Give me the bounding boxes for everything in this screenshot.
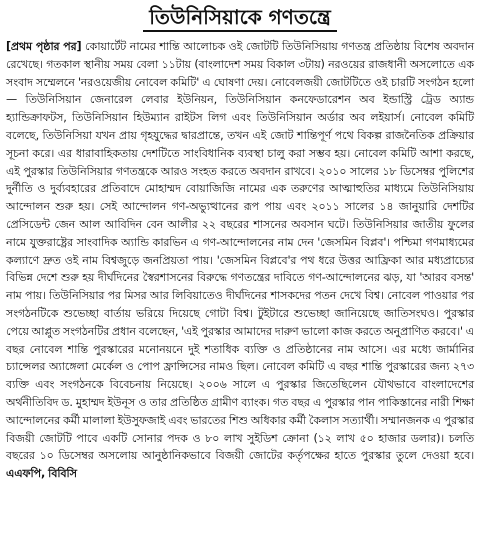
headline: তিউনিসিয়াকে গণতন্ত্রে (143, 4, 337, 32)
source-credit: এএফপি, বিবিসি (6, 467, 77, 481)
article-body (6, 38, 474, 483)
paragraph-text: কোয়ার্টেট নামের শান্তি আলোচক ওই জোটটি তিউনিসিয়ায় গণতন্ত্র প্রতিষ্ঠায় বিশেষ অবদান রেখেছে। গতকাল স্থানীয় সময় বেলা ১১টায় (বাংলাদেশ সময় বিকাল ৩টায়) নরওয়ের রাজধানী অসলোতে এক সংবাদ সম্মেলনে 'নরওয়েজীয় নোবেল কমিটি' এ ঘোষণা দেয়। নোবেলজয়ী জোটটিতে ওই চারটি সংগঠন হলো— তিউনিসিয়ান জেনারেল লেবার ইউনিয়ন, তিউনিসিয়ান কনফেডারেশন অব ইন্ডাস্ট্রি ট্রেড অ্যান্ড হ্যান্ডিক্রাফটস, তিউনিসিয়ান হিউম্যান রাইটস লিগ এবং তিউনিসিয়ান অর্ডার অব লইয়ার্স। নোবেল কমিটি বলেছে, তিউনিসিয়া যখন প্রায় গৃহযুদ্ধের দ্বারপ্রান্তে, তখন এই জোট শান্তিপূর্ণ পথে বিকল্প রাজনৈতিক প্রক্রিয়ার সূচনা করে। এর ধারাবাহিকতায় দেশটিতে সাংবিধানিক ব্যবস্থা চালু করা সম্ভব হয়। নোবেল কমিটি আশা করছে, এই পুরস্কার তিউনিসিয়ার গণতন্ত্রকে আরও সংহত করতে অবদান রাখবে। ২০১০ সালের ১৮ ডিসেম্বর পুলিশের দুর্নীতি ও দুর্ব্যবহারের প্রতিবাদে মোহাম্মদ বোয়াজিজি নামের এক তরুণের আত্মাহুতির মাধ্যমে তিউনিসিয়ায় আন্দোলন শুরু হয়। সেই আন্দোলন গণ-অভ্যুত্থানের রূপ পায় এবং ২০১১ সালের ১৪ জানুয়ারি দেশটির প্রেসিডেন্ট জেন আল আবিদিন বেন আলীর ২২ বছরের শাসনের অবসান ঘটে। তিউনিসিয়ার জাতীয় ফুলের নামে যুক্তরাষ্ট্রের সাংবাদিক অ্যান্ডি কারভিন এ গণ-আন্দোলনের নাম দেন 'জেসমিন বিপ্লব'। পশ্চিমা গণমাধ্যমের কল্যাণে দ্রুত ওই নাম বিশ্বজুড়ে জনপ্রিয়তা পায়। 'জেসমিন বিপ্লবে'র পথ ধরে উত্তর আফ্রিকা আর মধ্যপ্রাচ্যের বিভিন্ন দেশে শুরু হয় দীর্ঘদিনের স্বৈরশাসনের বিরুদ্ধে গণতন্ত্রের দাবিতে গণ-আন্দোলনের ঝড়, যা 'আরব বসন্ত' নাম পায়। তিউনিসিয়ার পর মিসর আর লিবিয়াতেও দীর্ঘদিনের শাসকদের পতন দেখে বিশ্ব। নোবেল পাওয়ার পর সংগঠনটিকে শুভেচ্ছা বার্তায় ভরিয়ে দিয়েছে গোটা বিশ্ব। টুইটারে শুভেচ্ছা জানিয়েছে জাতিসংঘও। পুরস্কার পেয়ে আপ্লুত সংগঠনটির প্রধান বলেছেন, 'এই পুরস্কার আমাদের দারুণ ভালো কাজ করতে অনুপ্রাণিত করবে।' এ বছর নোবেল শান্তি পুরস্কারের মনোনয়নে দুই শতাধিক ব্যক্তি ও প্রতিষ্ঠানের নাম আসে। এর মধ্যে জার্মানির চ্যান্সেলর অ্যাঙ্গেলা মের্কেল ও পোপ ফ্রান্সিসের নামও ছিল। নোবেল কমিটি এ বছর শান্তি পুরস্কারের জন্য ২৭৩ ব্যক্তি এবং সংগঠনকে বিবেচনায় নিয়েছে। ২০০৬ সালে এ পুরস্কার জিতেছিলেন যৌথভাবে বাংলাদেশের অর্থনীতিবিদ ড. মুহাম্মদ ইউনূস ও তার প্রতিষ্ঠিত গ্রামীণ ব্যাংক। গত বছর এ পুরস্কার পান পাকিস্তানের নারী শিক্ষা আন্দোলনের কর্মী মালালা ইউসুফজাই এবং ভারতের শিশু অধিকার কর্মী কৈলাস সত্যার্থী। সম্মানজনক এ পুরস্কার বিজয়ী জোটটি পাবে একটি সোনার পদক ও ৮০ লাখ সুইডিশ ক্রোনা (১২ লাখ ৫০ হাজার ডলার)। চলতি বছরের ১০ ডিসেম্বর অসলোয় আনুষ্ঠানিকভাবে বিজয়ী জোটের কর্তৃপক্ষের হাতে পুরস্কার তুলে দেওয়া হবে। (6, 40, 475, 463)
continuation-label: [প্রথম পৃষ্ঠার পর] (6, 40, 82, 53)
article-paragraph (6, 38, 474, 483)
headline-container (6, 4, 474, 34)
